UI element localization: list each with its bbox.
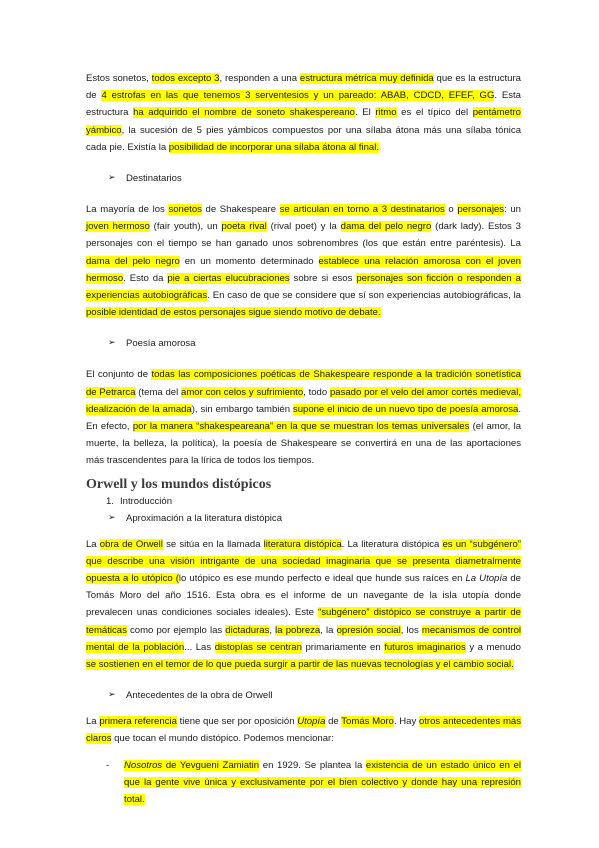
highlighted-text: otros antecedentes más claros	[86, 716, 521, 745]
highlighted-text: pasado por el velo del amor cortés medieval, idealización de la amada	[86, 386, 521, 415]
antecedentes-paragraph	[86, 713, 521, 747]
highlighted-text: poeta rival	[221, 221, 267, 233]
text-run: La Utopía	[465, 573, 508, 585]
highlighted-text: ha adquirido el nombre de soneto shakespereano	[133, 107, 355, 119]
highlighted-text: amor con celos y sufrimiento	[181, 386, 304, 398]
arrow-bullet-icon: ➢	[108, 690, 116, 701]
highlighted-text: de Yevgueni Zamiatin	[162, 759, 260, 771]
text-run: (fair youth), un	[149, 221, 222, 233]
bullet-label: Antecedentes de la obra de Orwell	[126, 690, 273, 702]
highlighted-text: posibilidad de incorporar una sílaba átona al final.	[168, 141, 379, 153]
dash-bullet: -	[106, 759, 110, 771]
highlighted-text: establece una relación amorosa con el joven hermoso	[86, 255, 521, 284]
highlighted-text: literatura distópica	[263, 538, 342, 550]
bullet-poesia-amorosa	[108, 335, 521, 352]
highlighted-text: se articulan en torno a 3 destinatarios	[279, 204, 445, 216]
highlighted-text: Tomás Moro	[341, 716, 394, 728]
highlighted-text: supone el inicio de un nuevo tipo de poesía amorosa	[292, 403, 519, 415]
highlighted-text: la pobreza	[275, 624, 321, 636]
text-run: ... Las	[184, 641, 215, 653]
highlighted-text: opresión social	[336, 624, 401, 636]
text-run: primariamente en	[301, 641, 385, 653]
highlighted-text: personajes son ficción o responden a experiencias autobiográficas	[86, 272, 521, 302]
highlighted-text: ritmo	[375, 107, 397, 119]
highlighted-text: joven hermoso	[86, 221, 150, 233]
highlighted-text: por la manera “shakespeareana” en la que se muestran los temas universales	[132, 421, 470, 433]
highlighted-text: primera referencia	[99, 716, 177, 728]
text-run: de Shakespeare	[201, 204, 280, 216]
text-run: El conjunto de	[86, 369, 152, 381]
highlighted-text: pie a ciertas elucubraciones	[167, 272, 290, 284]
highlighted-text: sonetos	[168, 204, 202, 216]
text-run: , los	[400, 624, 422, 636]
text-run: en 1929. Se plantea la	[259, 759, 366, 771]
text-run: se sitúa en la llamada	[162, 538, 264, 550]
text-run: ), sin embargo también	[191, 403, 293, 415]
text-run: : un	[504, 204, 521, 216]
text-run: de	[325, 716, 342, 728]
text-run: sobre si esos	[289, 272, 357, 284]
highlighted-text: futuros imaginarios	[384, 641, 466, 653]
text-run: La	[86, 538, 100, 550]
highlighted-text: pentámetro yámbico	[86, 107, 521, 136]
highlighted-text: posible identidad de estos personajes sigue siendo motivo de debate.	[86, 307, 381, 319]
list-number: 1.	[106, 496, 114, 508]
text-run: (dark lady). Estos 3 personajes con el tiempo se han ganado unos sobrenombres (los que están entre paréntesis). La	[86, 221, 521, 250]
text-run: tiene que ser por oposición	[176, 716, 298, 728]
bullet-label: Poesía amorosa	[126, 338, 196, 350]
numbered-label: Introducción	[120, 496, 173, 508]
highlighted-text: dama del pelo negro	[340, 221, 432, 233]
text-run: Estos sonetos,	[86, 73, 152, 84]
text-run: . Esto da	[123, 272, 168, 284]
list-item-nosotros	[106, 757, 521, 809]
text-run: y a menudo	[465, 641, 521, 653]
text-run: es el típico del	[396, 107, 473, 119]
text-run: La	[86, 716, 100, 728]
bullet-label: Destinatarios	[126, 172, 182, 184]
text-run: . El	[354, 107, 376, 119]
highlighted-text: 4 estrofas en las que tenemos 3 serventesios y un pareado: ABAB, CDCD, EFEF, GG	[101, 90, 495, 102]
text-run: que tocan el mundo distópico. Podemos mencionar:	[111, 733, 334, 745]
highlighted-text: personajes	[457, 204, 505, 216]
highlighted-text: estructura métrica muy definida	[299, 73, 434, 84]
highlighted-text: todas las composiciones poéticas de Shakespeare responde a la tradición sonetística de Petrarca	[86, 369, 521, 398]
bullet-aproximacion	[108, 510, 521, 527]
highlighted-text: mecanismos de control mental de la población	[86, 624, 521, 653]
text-run: que es la estructura de	[86, 73, 521, 102]
text-run: (el amor, la muerte, la belleza, la política), la poesía de Shakespeare se convertirá en una de las aportaciones más trascendentes para la lírica de todos los tiempos.	[86, 421, 522, 467]
text-run: (rival poet) y la	[266, 221, 341, 233]
highlighted-text: dama del pelo negro	[86, 255, 180, 267]
highlighted-text: es un “subgénero” que describe una visión intrigante de una sociedad imaginaria que se presenta diametralmente opuesta a lo utópico (	[86, 538, 521, 585]
obra-orwell-paragraph	[86, 536, 521, 674]
text-run: , la	[320, 624, 337, 636]
arrow-bullet-icon: ➢	[108, 338, 116, 349]
text-run: . En caso de que se considere que sí son experiencias autobiográficas, la	[207, 290, 521, 302]
highlighted-text: distopías se centran	[214, 641, 302, 653]
sonnet-structure-paragraph	[86, 70, 521, 156]
highlighted-text: “subgénero” distópico se construye a partir de temáticas	[86, 607, 521, 636]
bullet-antecedentes	[108, 687, 521, 704]
highlighted-text: obra de Orwell	[99, 538, 163, 550]
arrow-bullet-icon: ➢	[108, 512, 116, 523]
text-run: La mayoría de los	[86, 204, 169, 216]
bullet-label: Aproximación a la literatura distópica	[126, 512, 283, 524]
list-item-text	[124, 757, 521, 809]
numbered-item-introduccion	[106, 494, 521, 510]
text-run: lo utópico es ese mundo perfecto e ideal que hunde sus raíces en	[178, 573, 466, 585]
text-run: de Tomás Moro del año 1516. Esta obra es el informe de un navegante de la isla utopía donde prevalecen unas condiciones sociales ideales). Este	[86, 573, 521, 619]
text-run: (tema del	[135, 386, 182, 398]
highlighted-text: Nosotros	[124, 759, 163, 771]
bullet-destinatarios	[108, 170, 521, 187]
highlighted-text: dictaduras	[225, 624, 270, 636]
text-run: . Esta estructura	[86, 90, 521, 119]
poesia-amorosa-paragraph	[86, 366, 521, 469]
text-run: . Hay	[393, 716, 419, 728]
highlighted-text: Utopía	[297, 716, 326, 728]
text-run: , responden a una	[219, 73, 300, 84]
text-run: , la sucesión de 5 pies yámbicos compuestos por una sílaba átona más una sílaba tónica cada pie. Existía la	[86, 124, 521, 153]
text-run: o	[444, 204, 458, 216]
text-run: , todo	[303, 386, 330, 398]
arrow-bullet-icon: ➢	[108, 172, 116, 183]
text-run: como por ejemplo las	[126, 624, 226, 636]
text-run: . La literatura distópica	[341, 538, 443, 550]
highlighted-text: se sostienen en el temor de lo que pueda surgir a partir de las nuevas tecnologías y el cambio social.	[86, 659, 514, 671]
text-run: . En efecto,	[86, 403, 521, 433]
section-heading: Orwell y los mundos distópicos	[86, 476, 272, 492]
text-run: en un momento determinado	[179, 255, 319, 267]
highlighted-text: todos excepto 3	[151, 73, 220, 84]
destinatarios-paragraph	[86, 201, 521, 321]
text-run: ,	[269, 624, 276, 636]
highlighted-text: existencia de un estado único en el que la gente vive única y exclusivamente por el bien colectivo y donde hay una represión total.	[124, 759, 521, 806]
